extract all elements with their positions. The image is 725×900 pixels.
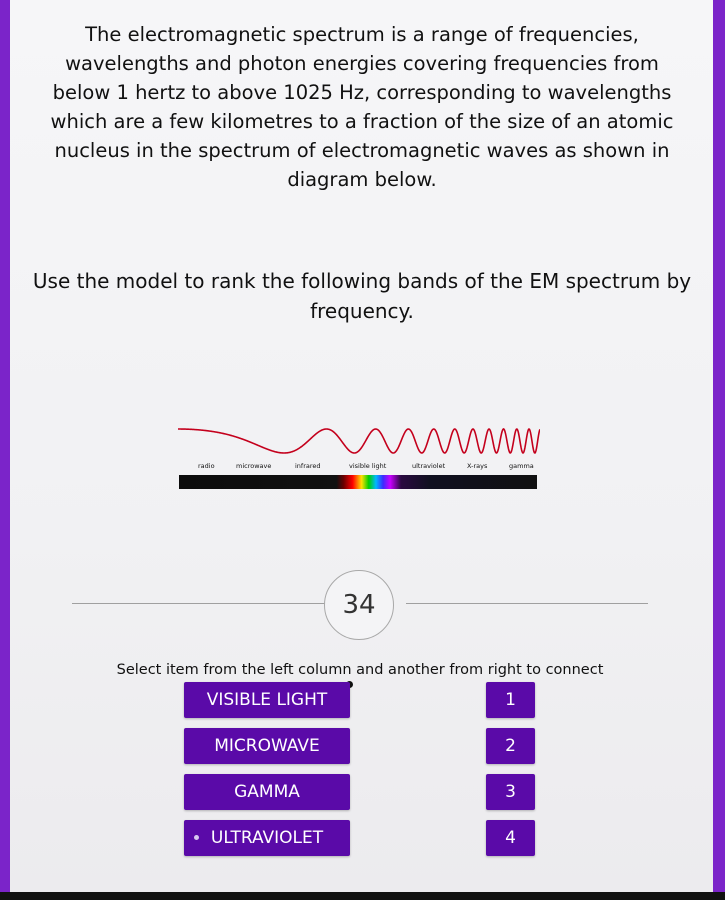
left-option-microwave[interactable]: MICROWAVE bbox=[184, 728, 350, 764]
band-label-x-rays: X-rays bbox=[467, 462, 488, 470]
divider-right bbox=[406, 603, 648, 604]
band-label-radio: radio bbox=[198, 462, 215, 470]
right-option-4[interactable]: 4 bbox=[486, 820, 535, 856]
right-option-2[interactable]: 2 bbox=[486, 728, 535, 764]
match-prompt: Select item from the left column and another from right to connect bbox=[116, 662, 604, 678]
intro-line: diagram below. bbox=[287, 168, 437, 191]
divider-left bbox=[72, 603, 334, 604]
band-label-ultraviolet: ultraviolet bbox=[412, 462, 446, 470]
right-option-1[interactable]: 1 bbox=[486, 682, 535, 718]
bottom-bar bbox=[0, 892, 725, 900]
option-marker-icon bbox=[194, 835, 199, 840]
left-option-visible-light[interactable]: VISIBLE LIGHT bbox=[184, 682, 350, 718]
instruction-line: frequency. bbox=[310, 299, 414, 323]
intro-line: wavelengths and photon energies covering frequencies from bbox=[65, 52, 659, 75]
instruction-line: Use the model to rank the following bands of the EM spectrum by bbox=[32, 269, 692, 293]
intro-line: nucleus in the spectrum of electromagnetic waves as shown in bbox=[54, 139, 670, 162]
band-label-microwave: microwave bbox=[236, 462, 272, 470]
instruction-text bbox=[26, 266, 698, 326]
question-counter: 34 bbox=[324, 570, 394, 640]
intro-line: which are a few kilometres to a fraction of the size of an atomic bbox=[50, 110, 674, 133]
quiz-screen bbox=[10, 0, 713, 892]
left-option-label: ULTRAVIOLET bbox=[210, 828, 324, 848]
band-label-visible-light: visible light bbox=[349, 462, 387, 470]
em-spectrum-diagram bbox=[178, 422, 540, 492]
left-option-gamma[interactable]: GAMMA bbox=[184, 774, 350, 810]
band-label-gamma: gamma bbox=[509, 462, 534, 470]
right-option-3[interactable]: 3 bbox=[486, 774, 535, 810]
intro-line: The electromagnetic spectrum is a range of frequencies, bbox=[85, 23, 639, 46]
band-label-infrared: infrared bbox=[295, 462, 321, 470]
intro-text bbox=[32, 20, 692, 194]
intro-line: below 1 hertz to above 1025 Hz, corresponding to wavelengths bbox=[52, 81, 672, 104]
wave-graphic bbox=[178, 422, 540, 460]
band-labels bbox=[178, 462, 540, 474]
wave-line bbox=[178, 429, 540, 453]
spectrum-color-bar bbox=[179, 475, 537, 489]
left-option-ultraviolet[interactable] bbox=[184, 820, 350, 856]
